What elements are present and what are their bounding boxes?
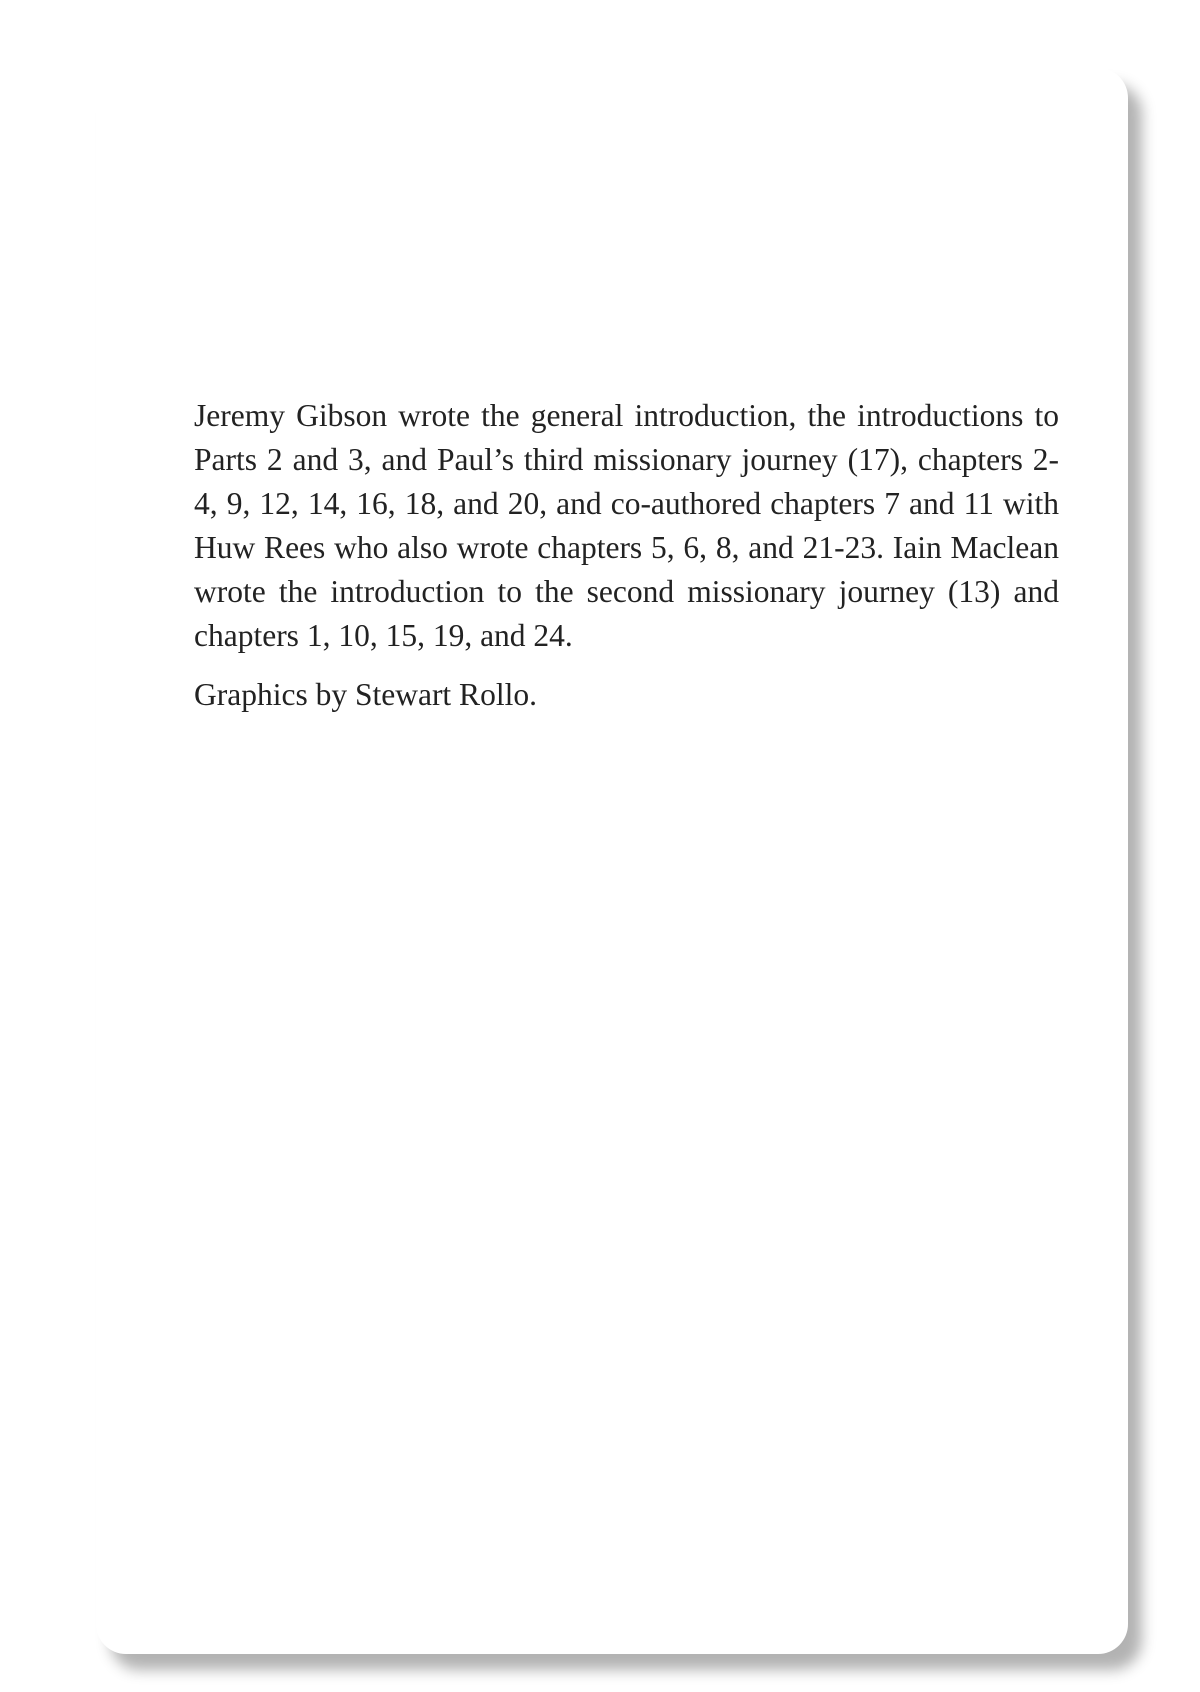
authorship-paragraph: Jeremy Gibson wrote the general introduction, the introductions to Parts 2 and 3, and Paul’s third missionary journey (17), chapters 2-4, 9, 12, 14, 16, 18, and 20, and co-authored chapters 7 and 11 with Huw Rees who also wrote chapters 5, 6, 8, and 21-23. Iain Maclean wrote the introduction to the second missionary journey (13) and chapters 1, 10, 15, 19, and 24. <box>194 398 1059 653</box>
credits-text-block <box>194 394 1059 717</box>
document-page <box>96 68 1128 1654</box>
graphics-credit-paragraph: Graphics by Stewart Rollo. <box>194 677 537 712</box>
